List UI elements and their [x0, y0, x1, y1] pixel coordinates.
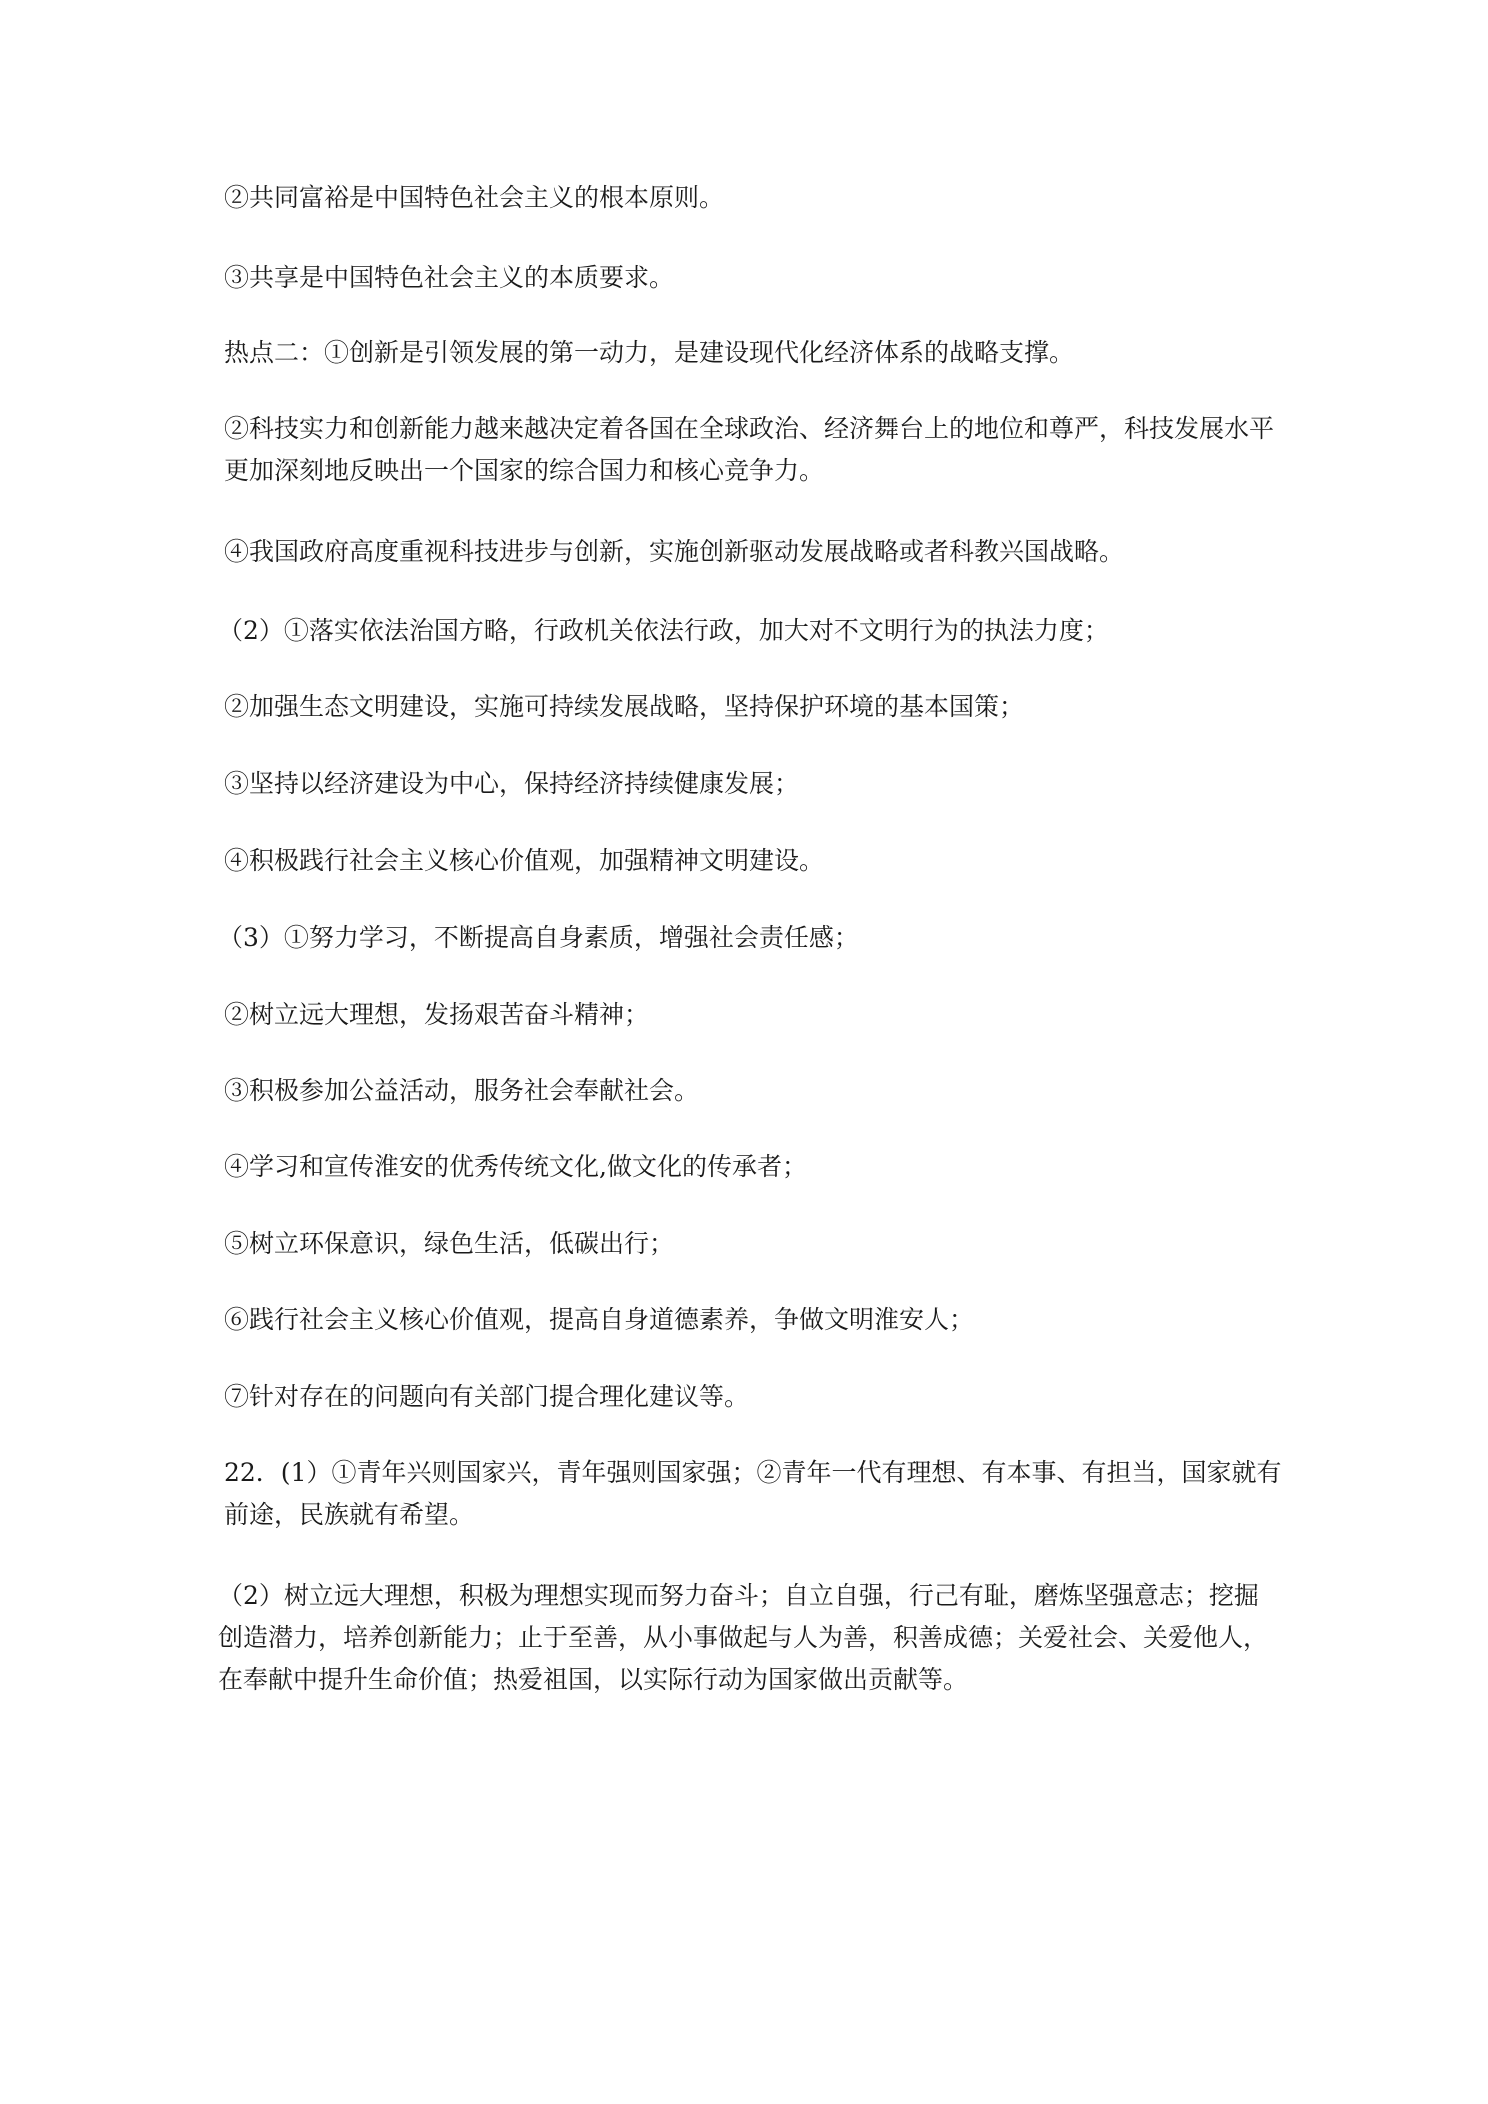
part-2-line-2: ②加强生态文明建设，实施可持续发展战略，坚持保护环境的基本国策；: [224, 692, 1025, 721]
question-22-part-2: （2）树立远大理想，积极为理想实现而努力奋斗；自立自强，行己有耻，磨炼坚强意志；挖掘创造潜力，培养创新能力；止于至善，从小事做起与人为善，积善成德；关爱社会、关爱他人，在奉献中提升生命价值；热爱祖国，以实际行动为国家做出贡献等。: [218, 1581, 1269, 1694]
part-3-line-3: ③积极参加公益活动，服务社会奉献社会。: [224, 1076, 700, 1105]
part-3-line-1: （3）①努力学习，不断提高自身素质，增强社会责任感；: [218, 923, 859, 952]
answer-line-tech: ②科技实力和创新能力越来越决定着各国在全球政治、经济舞台上的地位和尊严，科技发展水平更加深刻地反映出一个国家的综合国力和核心竞争力。: [224, 414, 1275, 485]
question-22-part-1: 22．(1）①青年兴则国家兴，青年强则国家强；②青年一代有理想、有本事、有担当，国家就有前途，民族就有希望。: [224, 1458, 1282, 1529]
answer-line-1: ②共同富裕是中国特色社会主义的根本原则。: [224, 183, 725, 212]
part-3-line-6: ⑥践行社会主义核心价值观，提高自身道德素养，争做文明淮安人；: [224, 1305, 975, 1334]
part-3-line-4: ④学习和宣传淮安的优秀传统文化,做文化的传承者；: [224, 1152, 807, 1181]
part-3-line-2: ②树立远大理想，发扬艰苦奋斗精神；: [224, 1000, 650, 1029]
part-2-line-4: ④积极践行社会主义核心价值观，加强精神文明建设。: [224, 846, 825, 875]
part-3-line-7: ⑦针对存在的问题向有关部门提合理化建议等。: [224, 1382, 750, 1411]
part-3-line-5: ⑤树立环保意识，绿色生活，低碳出行；: [224, 1229, 675, 1258]
answer-line-gov: ④我国政府高度重视科技进步与创新，实施创新驱动发展战略或者科教兴国战略。: [224, 537, 1125, 566]
hotspot-two-line: 热点二：①创新是引领发展的第一动力，是建设现代化经济体系的战略支撑。: [224, 338, 1075, 367]
answer-line-2: ③共享是中国特色社会主义的本质要求。: [224, 263, 675, 292]
part-2-line-1: （2）①落实依法治国方略，行政机关依法行政，加大对不文明行为的执法力度；: [218, 616, 1109, 645]
part-2-line-3: ③坚持以经济建设为中心，保持经济持续健康发展；: [224, 769, 800, 798]
